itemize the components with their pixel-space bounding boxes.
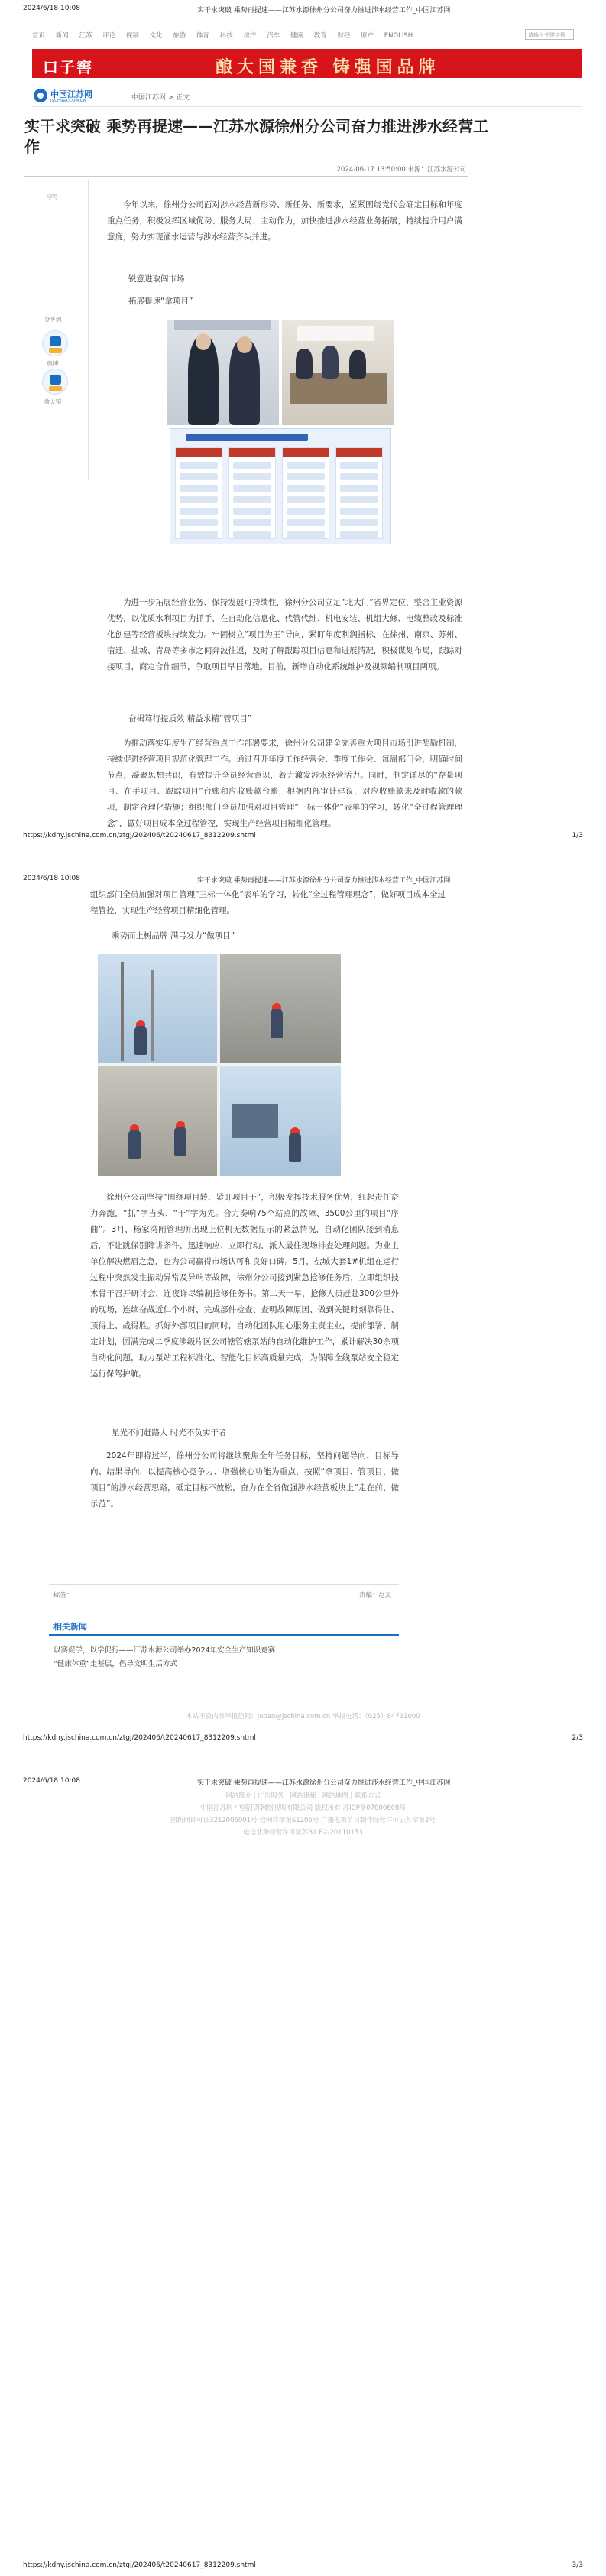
- article-meta: 2024-06-17 13:50:00 来源：江苏水源公司: [336, 166, 466, 174]
- follow-label: 微博: [47, 360, 59, 367]
- article-body-2: [107, 595, 462, 681]
- page-number: 3/3: [572, 2561, 583, 2569]
- paragraph: 为推动落实年度生产经营重点工作部署要求，徐州分公司建全完善重大项目市场引进奖励机制，持续促进经营项目规范化管理工作。通过召开年度工作经营会、季度工作会、每周部门会，明确时间节点，凝聚思想共识，有效提升全员经营意识，着力激发涉水经营活力。同时，制定详尽的“存量项目、在手项目、跟踪项目”台账和应收账款台账，根据内部审计建议，对应收账款未及时收款的款项，制定合理化措施；组织部门全员加强对项目管理“三标一体化”表单的学习，转化“全过程管理理念”，做好项目成本全过程管控，实现生产经营项目精细化管理。: [107, 739, 462, 828]
- print-doc-title: 实干求突破 乘势再提速——江苏水源徐州分公司奋力推进涉水经营工作_中国江苏网: [197, 7, 451, 15]
- section-heading: 拓展提速“拿项目”: [128, 297, 193, 306]
- section-heading: 奋楫笃行提质效 精益求精“管项目”: [128, 714, 252, 723]
- font-size-control[interactable]: 字号: [47, 193, 59, 200]
- nav-item[interactable]: 评论: [102, 32, 116, 40]
- tags-label: 标签：: [53, 1592, 73, 1600]
- copyright: 中国江苏网 中国江苏网络视听有限公司 版权所有 苏ICP备07000608号: [200, 1804, 406, 1812]
- site-bar: [32, 86, 582, 107]
- logo-subtext: JSCHINA.COM.CN: [50, 99, 86, 103]
- nav-item[interactable]: 视频: [125, 32, 139, 40]
- related-underline: [49, 1634, 399, 1636]
- logo-text: 中国江苏网: [50, 89, 92, 99]
- related-link[interactable]: “健康体重”走基层，倡导文明生活方式: [53, 1660, 177, 1668]
- meeting-photo: [282, 320, 394, 425]
- print-url: https://kdny.jschina.com.cn/ztgj/202406/t20240617_8312209.shtml: [23, 832, 256, 840]
- print-doc-title: 实干求突破 乘势再提速——江苏水源徐州分公司奋力推进涉水经营工作_中国江苏网: [197, 1779, 451, 1787]
- article-end-divider: [49, 1584, 399, 1585]
- article-body-3-cont: [90, 887, 446, 925]
- side-divider: [88, 180, 89, 480]
- section-heading: 锐意进取闯市场: [128, 274, 185, 284]
- ad-slogan: 酿大国兼香 铸强国品牌: [216, 57, 440, 77]
- ad-brand: 口子窖: [43, 58, 93, 76]
- footer-links[interactable]: 网站简介 | 广告服务 | 网站律师 | 网站地图 | 联系方式: [225, 1792, 381, 1800]
- article-body-1: [107, 197, 462, 252]
- article-body-5: [90, 1448, 399, 1519]
- print-url: https://kdny.jschina.com.cn/ztgj/202406/t20240617_8312209.shtml: [23, 1734, 256, 1742]
- paragraph: 为进一步拓展经营业务、保持发展可持续性，徐州分公司立足“北大门”省界定位，整合主业资源优势，以优质水利项目为抓手，在自动化信息化、代管代维、机电安装、机组大修、电缆整改及标准化创建等经营板块持续发力。牢固树立“项目为王”导向，紧盯年度利润指标，在徐州、南京、苏州、宿迁、盐城、青岛等多市之间奔波往返，及时了解跟踪项目信息和进展情况，积极谋划布局，跟踪对接项目，商定合作细节，争取项目早日落地。目前，新增自动化系统维护及视频编制项目两项。: [107, 598, 462, 671]
- paragraph: 2024年即将过半，徐州分公司将继续聚焦全年任务目标，坚持问题导向、目标导向、结果导向，以提高核心竞争力、增强核心功能为重点，按照“拿项目、管项目、做项目”的涉水经营思路，砥定目标不放松，奋力在全省做强涉水经营板块上“走在前、做示范”。: [90, 1451, 399, 1509]
- article-body-3: [107, 736, 462, 828]
- weibo-share-icon[interactable]: [42, 330, 68, 356]
- ad-banner[interactable]: [32, 49, 582, 78]
- nav-item[interactable]: 江苏: [79, 32, 92, 40]
- article-title: 实干求突破 乘势再提速——江苏水源徐州分公司奋力推进涉水经营工作: [24, 117, 488, 156]
- nav-item[interactable]: 旅游: [173, 32, 186, 40]
- nav-item[interactable]: 财经: [337, 32, 351, 40]
- nav-item[interactable]: 首页: [32, 32, 46, 40]
- license-line-1: 国新网许可证3212006001号 信网许字第S1205号 广播电视节目制作经营许可证苏字第2号: [170, 1817, 436, 1824]
- magnifier-label[interactable]: 放大镜: [44, 398, 62, 405]
- editor-label: 责编：赵灵: [359, 1592, 392, 1600]
- print-datetime: 2024/6/18 10:08: [23, 875, 80, 882]
- paragraph: 组织部门全员加强对项目管理“三标一体化”表单的学习，转化“全过程管理理念”，做好项目成本全过程管控，实现生产经营项目精细化管理。: [90, 890, 446, 915]
- print-datetime: 2024/6/18 10:08: [23, 1777, 80, 1785]
- nav-item[interactable]: 原产: [361, 32, 374, 40]
- nav-item[interactable]: 文化: [149, 32, 163, 40]
- print-url: https://kdny.jschina.com.cn/ztgj/202406/t20240617_8312209.shtml: [23, 2561, 256, 2569]
- paragraph: 今年以来，徐州分公司面对涉水经营新形势、新任务、新要求，紧紧围绕党代会确定目标和年度重点任务，积极发挥区域优势、服务大局、主动作为，加快推进涉水经营业务拓展，持续提升用户满意度，努力实现涌水运营与涉水经营齐头并进。: [107, 200, 462, 242]
- nav-item[interactable]: 体育: [196, 32, 210, 40]
- nav-item[interactable]: 健康: [290, 32, 303, 40]
- report-line: 本站不良内容举报信箱：jubao@jschina.com.cn 举报电话：（025）84731000: [186, 1713, 420, 1720]
- print-header: [0, 870, 606, 885]
- business-board-image: [170, 428, 391, 544]
- nav-item[interactable]: 汽车: [267, 32, 280, 40]
- logo-mark-icon: [34, 89, 47, 102]
- print-header: [0, 0, 606, 15]
- print-doc-title: 实干求突破 乘势再提速——江苏水源徐州分公司奋力推进涉水经营工作_中国江苏网: [197, 877, 451, 885]
- paragraph: 徐州分公司坚持“围绕项目转、紧盯项目干”，积极发挥技术服务优势，红起责任奋力奔跑，“抓”字当头、“干”字为先。合力奏响75个站点的故障、3500公里的项目“序曲”。3月，杨家湾闸管理所出现上位机无数据显示的紧急情况，自动化团队接到消息后，不让跳保别障讲条件，迅速响应、立即行动，派人最往现场排查处理问题。为业主单位解决燃眉之急，也为公司赢得市场认可和良好口碑。5月，盐城大套1#机组在运行过程中突然发生振动异常及异响等故障，徐州分公司接到紧急抢修任务后，立即组织技术骨干召开研讨会，连夜详尽编制抢修任务书。第二天一早，抢修人员赶赴300公里外的现场，连续奋战近仁个小时，完成部件检查、查明故障原因、做到关键时刻靠得住、顶得上、战得胜。抓好外部项目的同时，自动化团队用心服务主责主业，提前部署、制定计划，圆满完成二季度涉级片区公司辖管辖泵站的自动化维护工作，累计解决30余项自动化问题，助力泵站工程标准化、智能化目标高质量完成，为保障全线泵站安全稳定运行保驾护航。: [90, 1193, 399, 1379]
- print-datetime: 2024/6/18 10:08: [23, 5, 80, 12]
- search-input[interactable]: 请输入关键字搜: [525, 29, 574, 40]
- section-heading: 乘势而上树品牌 满弓发力“做项目”: [112, 931, 235, 940]
- breadcrumb[interactable]: 中国江苏网 > 正文: [131, 94, 190, 102]
- photo-onsite-work: [98, 954, 341, 1176]
- nav-item[interactable]: 教育: [313, 32, 327, 40]
- nav-item[interactable]: 科技: [219, 32, 233, 40]
- page-number: 1/3: [572, 832, 583, 840]
- page-number: 2/3: [572, 1734, 583, 1742]
- article-body-4: [90, 1190, 399, 1389]
- signing-photo: [167, 320, 279, 425]
- nav-item[interactable]: ENGLISH: [384, 32, 413, 40]
- wechat-share-icon[interactable]: [42, 369, 68, 395]
- site-logo[interactable]: [32, 87, 95, 106]
- nav-item[interactable]: 新闻: [55, 32, 69, 40]
- section-heading: 星光不问赶路人 时光不负实干者: [112, 1428, 227, 1437]
- top-nav: [32, 31, 582, 43]
- related-link[interactable]: 以赛促学，以学促行——江苏水源公司举办2024年安全生产知识竞赛: [53, 1646, 276, 1655]
- print-header: [0, 1772, 606, 1788]
- nav-item[interactable]: 房产: [243, 32, 257, 40]
- related-heading: 相关新闻: [53, 1622, 87, 1632]
- title-divider: [24, 176, 468, 177]
- share-label: 分享到: [44, 316, 62, 323]
- photo-signing: [167, 320, 394, 425]
- license-line-2: 电信业务经营许可证苏B1.B2-20110153: [243, 1829, 363, 1837]
